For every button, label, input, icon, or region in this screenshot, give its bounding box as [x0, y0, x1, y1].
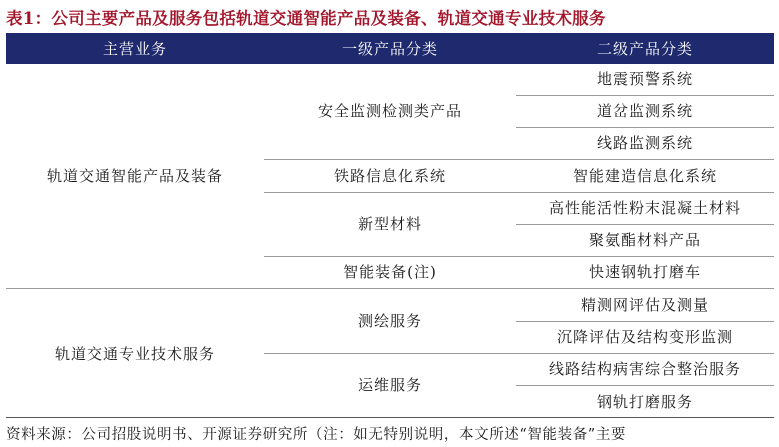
level1-cell: 测绘服务	[357, 312, 422, 330]
row-divider	[516, 385, 774, 386]
row-divider	[264, 353, 774, 354]
header-level1-category: 一级产品分类	[341, 40, 438, 58]
level2-cell: 线路监测系统	[596, 134, 693, 152]
level2-cell: 聚氨酯材料产品	[588, 231, 701, 249]
level1-cell: 智能装备(注)	[343, 263, 437, 281]
level1-cell: 运维服务	[357, 376, 422, 394]
table-header	[6, 35, 774, 64]
row-divider	[516, 95, 774, 96]
header-level2-category: 二级产品分类	[596, 40, 693, 58]
level2-cell: 高性能活性粉末混凝土材料	[548, 199, 741, 217]
main-business-cell: 轨道交通智能产品及装备	[46, 167, 223, 185]
header-main-business: 主营业务	[102, 40, 167, 58]
level1-cell: 安全监测检测类产品	[317, 102, 462, 120]
row-divider	[516, 127, 774, 128]
row-divider	[516, 224, 774, 225]
level1-cell: 铁路信息化系统	[333, 167, 446, 185]
level2-cell: 沉降评估及结构变形监测	[556, 328, 733, 346]
table-title: 表1：公司主要产品及服务包括轨道交通智能产品及装备、轨道交通专业技术服务	[6, 9, 606, 28]
level2-cell: 智能建造信息化系统	[572, 167, 717, 185]
main-business-cell: 轨道交通专业技术服务	[54, 345, 215, 363]
row-divider	[264, 159, 774, 160]
row-divider	[264, 256, 774, 257]
level1-cell: 新型材料	[357, 215, 422, 233]
row-divider	[264, 192, 774, 193]
level2-cell: 地震预警系统	[596, 70, 693, 88]
level2-cell: 钢轨打磨服务	[596, 393, 693, 411]
row-divider	[516, 321, 774, 322]
level2-cell: 线路结构病害综合整治服务	[548, 360, 741, 378]
level2-cell: 道岔监测系统	[596, 102, 693, 120]
section-divider	[6, 288, 774, 289]
level2-cell: 精测网评估及测量	[580, 296, 709, 314]
source-note: 资料来源：公司招股说明书、开源证券研究所（注：如无特别说明，本文所述“智能装备”主要	[6, 427, 627, 443]
table-bottom-rule	[6, 417, 774, 418]
level2-cell: 快速钢轨打磨车	[588, 263, 701, 281]
